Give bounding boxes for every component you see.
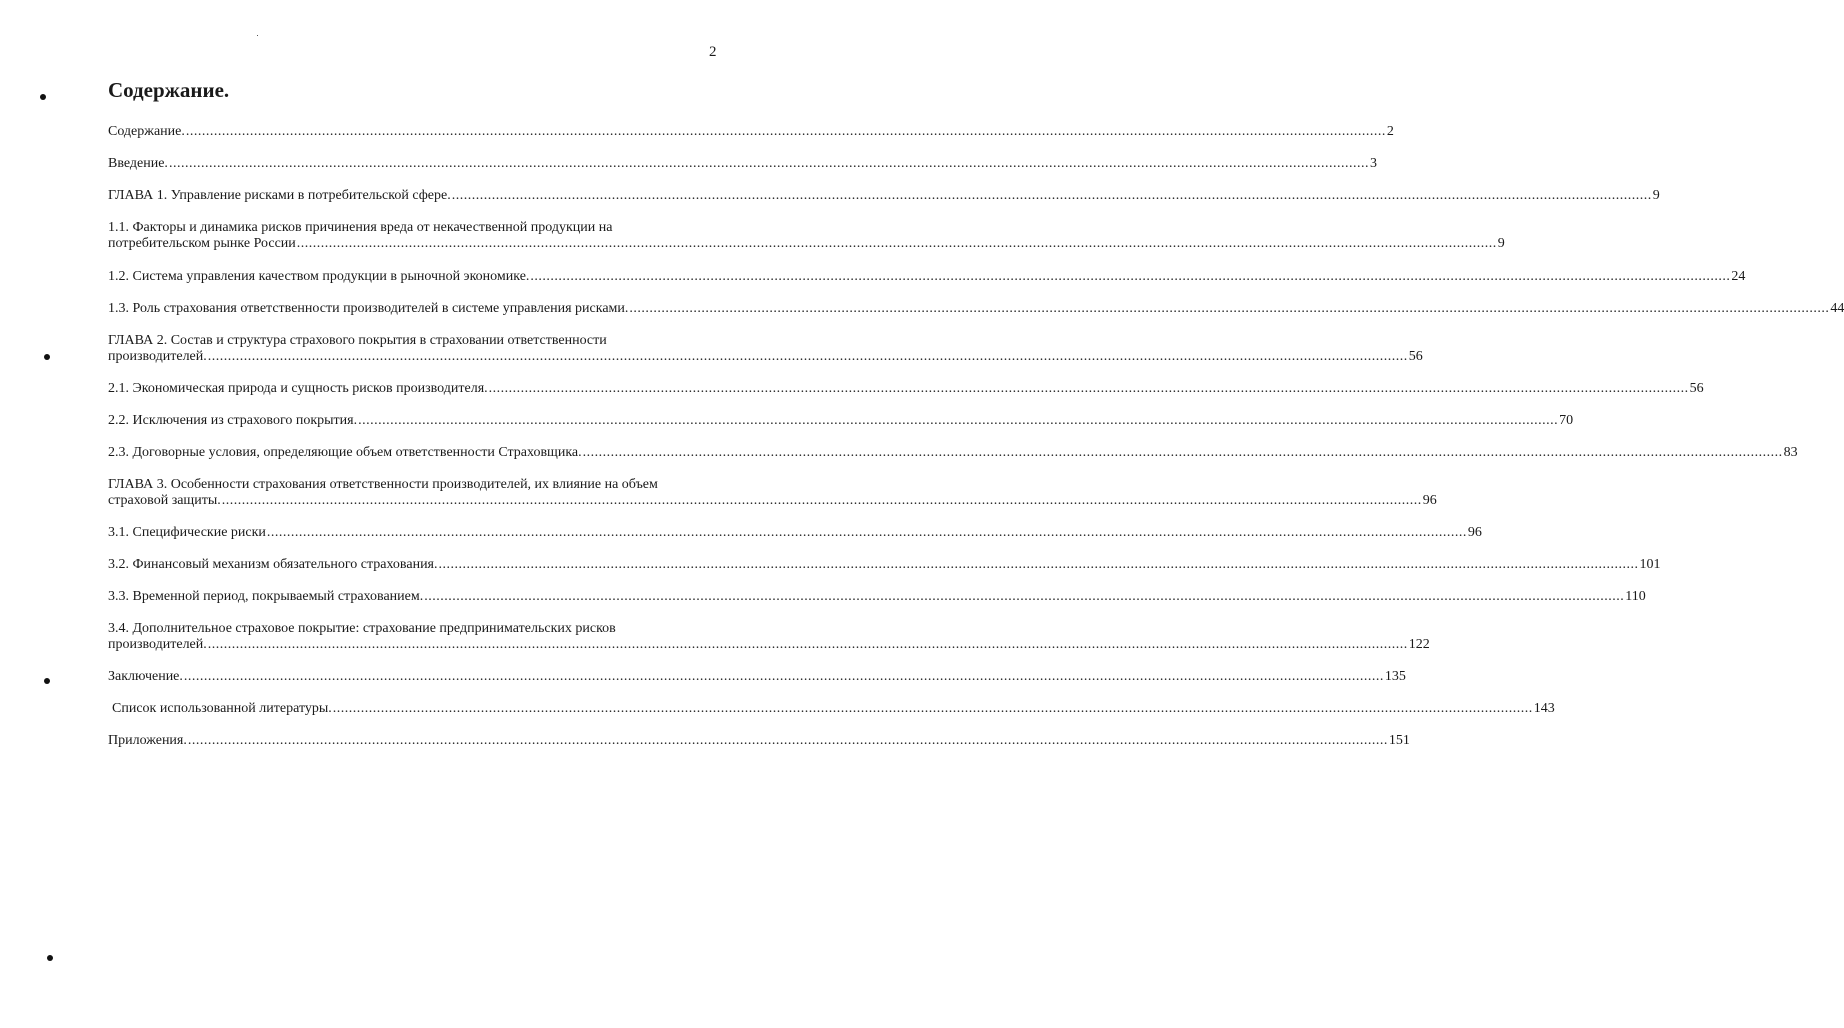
toc-entry-page: 101 xyxy=(1639,557,1661,572)
dot-leader: ............................................................................................................................................................................................................................................................................................................ xyxy=(424,589,1625,604)
toc-entry-page: 2 xyxy=(1386,124,1394,139)
toc-entry-3-3[interactable] xyxy=(108,589,1646,605)
toc-entry-chapter-1[interactable] xyxy=(108,188,1660,204)
dot-leader: ............................................................................................................................................................................................................................................................................................................ xyxy=(183,669,1384,684)
toc-entry-text: 2.3. Договорные условия, определяющие объем ответственности Страховщика. xyxy=(108,445,582,460)
toc-entry-2-1[interactable] xyxy=(108,381,1704,397)
dot-leader: ............................................................................................................................................................................................................................................................................................................ xyxy=(358,413,1559,428)
toc-entry-page: 56 xyxy=(1689,381,1704,396)
toc-entry-text: Заключение. xyxy=(108,669,183,684)
toc-entry-page: 3 xyxy=(1369,156,1377,171)
toc-entry-page: 151 xyxy=(1388,733,1410,748)
toc-entry-text-line1: 1.1. Факторы и динамика рисков причинения вреда от некачественной продукции на xyxy=(108,220,613,235)
toc-entry-page: 24 xyxy=(1731,269,1746,284)
toc-entry-text: производителей. xyxy=(108,349,207,364)
toc-entry-3-2[interactable] xyxy=(108,557,1661,573)
dot-leader: ............................................................................................................................................................................................................................................................................................................ xyxy=(438,557,1639,572)
toc-entry-page: 143 xyxy=(1533,701,1555,716)
toc-entry-text: производителей. xyxy=(108,637,207,652)
scan-mark xyxy=(47,955,53,961)
toc-entry-text-line1: 3.4. Дополнительное страховое покрытие: страхование предпринимательских рисков xyxy=(108,621,616,636)
toc-entry-page: 9 xyxy=(1497,236,1505,251)
toc-entry-contents[interactable] xyxy=(108,124,1394,140)
toc-entry-appendices[interactable] xyxy=(108,733,1410,749)
toc-entry-text: 3.2. Финансовый механизм обязательного страхования. xyxy=(108,557,438,572)
toc-entry-page: 56 xyxy=(1408,349,1423,364)
toc-entry-text: 3.3. Временной период, покрываемый страхованием. xyxy=(108,589,424,604)
dot-leader: ............................................................................................................................................................................................................................................................................................................ xyxy=(530,269,1731,284)
toc-entry-text: Содержание. xyxy=(108,124,185,139)
toc-entry-page: 96 xyxy=(1422,493,1437,508)
toc-entry-1-3[interactable] xyxy=(108,301,1844,317)
toc-entry-chapter-3[interactable] xyxy=(108,477,1437,509)
dot-leader: ............................................................................................................................................................................................................................................................................................................ xyxy=(296,236,1497,251)
toc-entry-text: 1.2. Система управления качеством продукции в рыночной экономике. xyxy=(108,269,530,284)
dot-leader: ............................................................................................................................................................................................................................................................................................................ xyxy=(221,493,1422,508)
toc-entry-text: Приложения. xyxy=(108,733,187,748)
toc-entry-page: 44 xyxy=(1830,301,1844,316)
toc-entry-text: потребительском рынке России xyxy=(108,236,296,251)
toc-entry-page: 122 xyxy=(1408,637,1430,652)
toc-entry-text: 3.1. Специфические риски xyxy=(108,525,266,540)
dot-leader: ............................................................................................................................................................................................................................................................................................................ xyxy=(488,381,1689,396)
dot-leader: ............................................................................................................................................................................................................................................................................................................ xyxy=(168,156,1369,171)
toc-entry-text-line1: ГЛАВА 3. Особенности страхования ответственности производителей, их влияние на объем xyxy=(108,477,658,492)
toc-entry-3-4[interactable] xyxy=(108,621,1430,653)
dot-leader: ............................................................................................................................................................................................................................................................................................................ xyxy=(185,124,1386,139)
toc-entry-text: Введение. xyxy=(108,156,168,171)
toc-entry-text: страховой защиты. xyxy=(108,493,221,508)
scan-mark xyxy=(40,94,46,100)
page-number: 2 xyxy=(709,44,717,60)
scan-mark xyxy=(44,354,50,360)
toc-entry-page: 70 xyxy=(1559,413,1574,428)
page-title: Содержание. xyxy=(108,78,230,102)
toc-entry-page: 135 xyxy=(1384,669,1406,684)
toc-entry-page: 110 xyxy=(1625,589,1646,604)
toc-entry-text: ГЛАВА 1. Управление рисками в потребительской сфере. xyxy=(108,188,451,203)
toc-entry-bibliography[interactable] xyxy=(112,701,1555,717)
toc-entry-page: 9 xyxy=(1652,188,1660,203)
toc-entry-2-3[interactable] xyxy=(108,445,1798,461)
toc-entry-text-line1: ГЛАВА 2. Состав и структура страхового покрытия в страховании ответственности xyxy=(108,333,607,348)
toc-entry-1-1[interactable] xyxy=(108,220,1505,252)
scan-speck xyxy=(257,35,258,36)
dot-leader: ............................................................................................................................................................................................................................................................................................................ xyxy=(187,733,1388,748)
dot-leader: ............................................................................................................................................................................................................................................................................................................ xyxy=(207,637,1408,652)
toc-entry-3-1[interactable] xyxy=(108,525,1482,541)
toc-entry-conclusion[interactable] xyxy=(108,669,1406,685)
toc-entry-1-2[interactable] xyxy=(108,269,1746,285)
dot-leader: ............................................................................................................................................................................................................................................................................................................ xyxy=(582,445,1783,460)
dot-leader: ............................................................................................................................................................................................................................................................................................................ xyxy=(266,525,1467,540)
toc-entry-introduction[interactable] xyxy=(108,156,1377,172)
scan-mark xyxy=(44,678,50,684)
toc-entry-2-2[interactable] xyxy=(108,413,1574,429)
dot-leader: ............................................................................................................................................................................................................................................................................................................ xyxy=(451,188,1652,203)
toc-entry-text: 2.2. Исключения из страхового покрытия. xyxy=(108,413,358,428)
toc-entry-text: 1.3. Роль страхования ответственности производителей в системе управления рисками. xyxy=(108,301,629,316)
toc-entry-text: Список использованной литературы. xyxy=(112,701,332,716)
toc-entry-page: 83 xyxy=(1783,445,1798,460)
toc-entry-chapter-2[interactable] xyxy=(108,333,1423,365)
dot-leader: ............................................................................................................................................................................................................................................................................................................ xyxy=(629,301,1830,316)
toc-entry-page: 96 xyxy=(1467,525,1482,540)
toc-entry-text: 2.1. Экономическая природа и сущность рисков производителя. xyxy=(108,381,488,396)
dot-leader: ............................................................................................................................................................................................................................................................................................................ xyxy=(207,349,1408,364)
dot-leader: ............................................................................................................................................................................................................................................................................................................ xyxy=(332,701,1533,716)
